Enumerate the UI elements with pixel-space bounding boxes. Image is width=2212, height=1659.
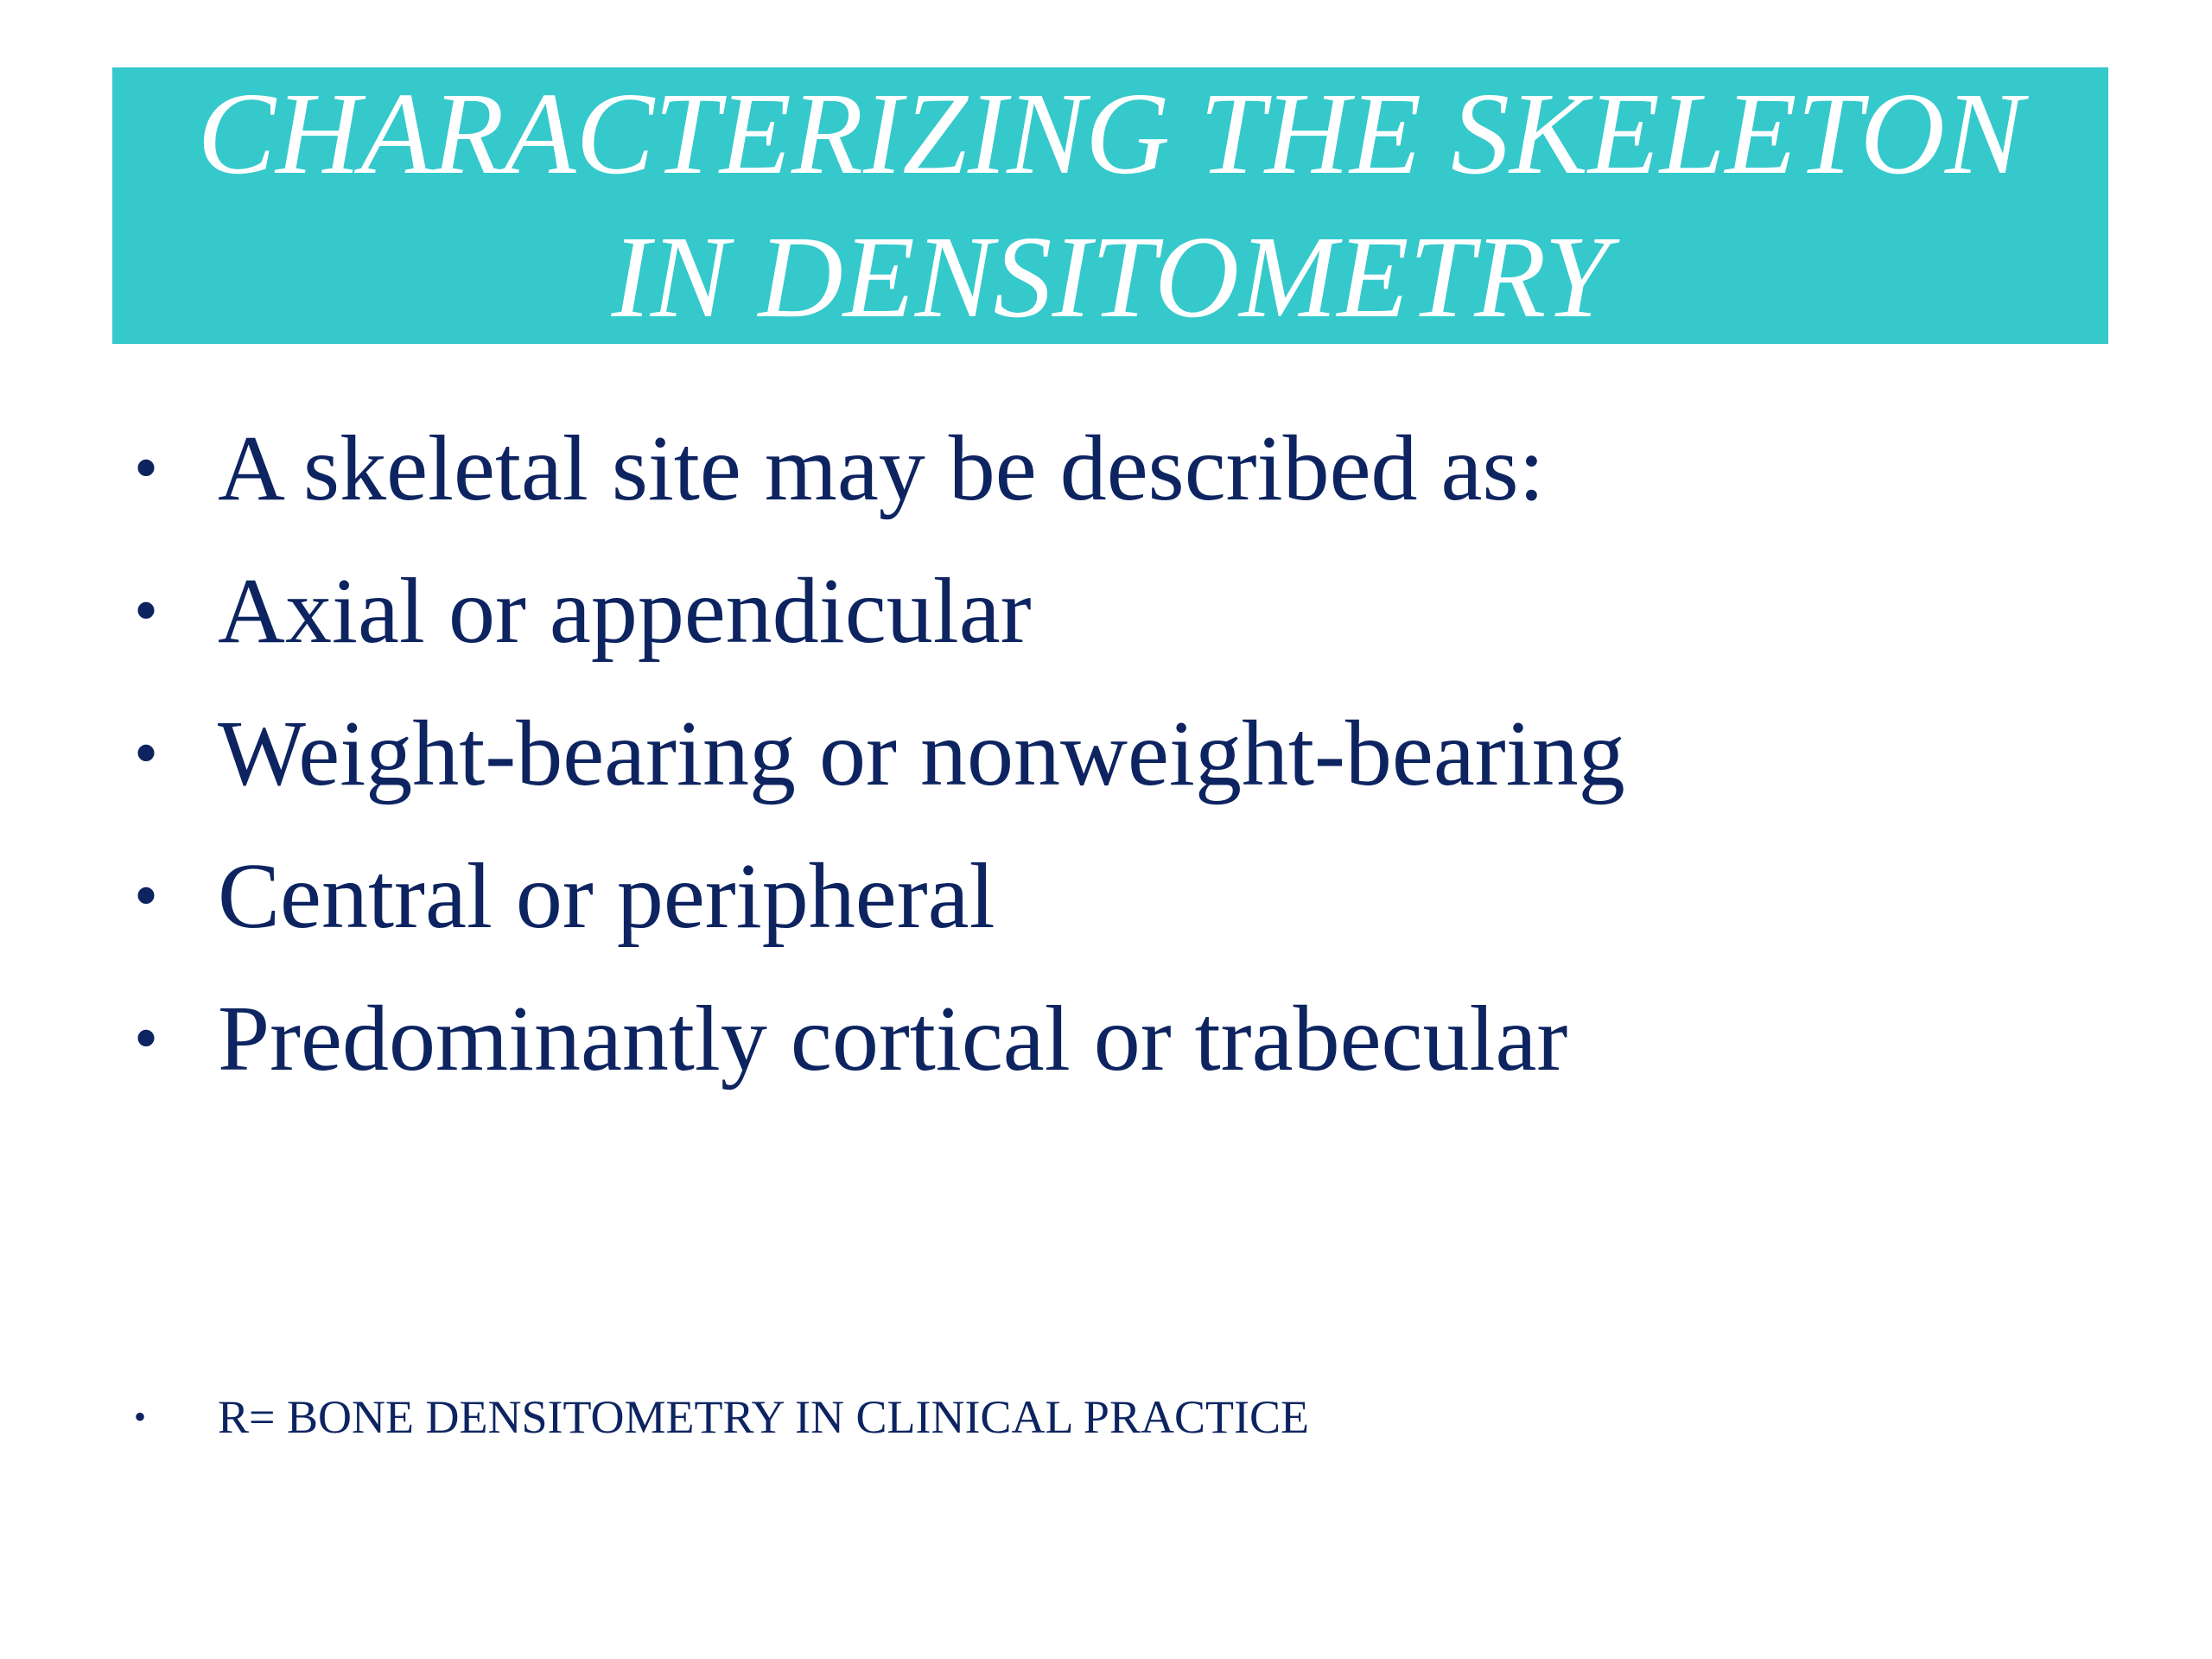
bullet-item (134, 825, 2121, 968)
bullet-icon: • (134, 715, 159, 791)
reference-note (134, 1382, 1862, 1452)
bullet-list (134, 397, 2121, 1110)
bullet-icon: • (134, 573, 159, 649)
slide-title-line-1: CHARACTERIZING THE SKELETON (197, 69, 2024, 199)
bullet-item (134, 397, 2121, 540)
bullet-item (134, 540, 2121, 683)
bullet-item (134, 683, 2121, 825)
bullet-text: Axial or appendicular (218, 560, 1032, 663)
bullet-icon: • (134, 1001, 159, 1077)
reference-text: R= BONE DENSITOMETRY IN CLINICAL PRACTICE (218, 1391, 1309, 1443)
bullet-text: A skeletal site may be described as: (218, 417, 1545, 520)
slide-title-line-2: IN DENSITOMETRY (611, 213, 1610, 342)
bullet-text: Central or peripheral (218, 845, 995, 948)
bullet-item (134, 968, 2121, 1110)
bullet-icon: • (134, 430, 159, 506)
bullet-icon: • (134, 1397, 147, 1436)
slide-title-banner (112, 67, 2108, 344)
bullet-icon: • (134, 858, 159, 934)
bullet-text: Weight-bearing or nonweight-bearing (218, 702, 1625, 805)
bullet-text: Predominantly cortical or trabecular (218, 988, 1568, 1090)
